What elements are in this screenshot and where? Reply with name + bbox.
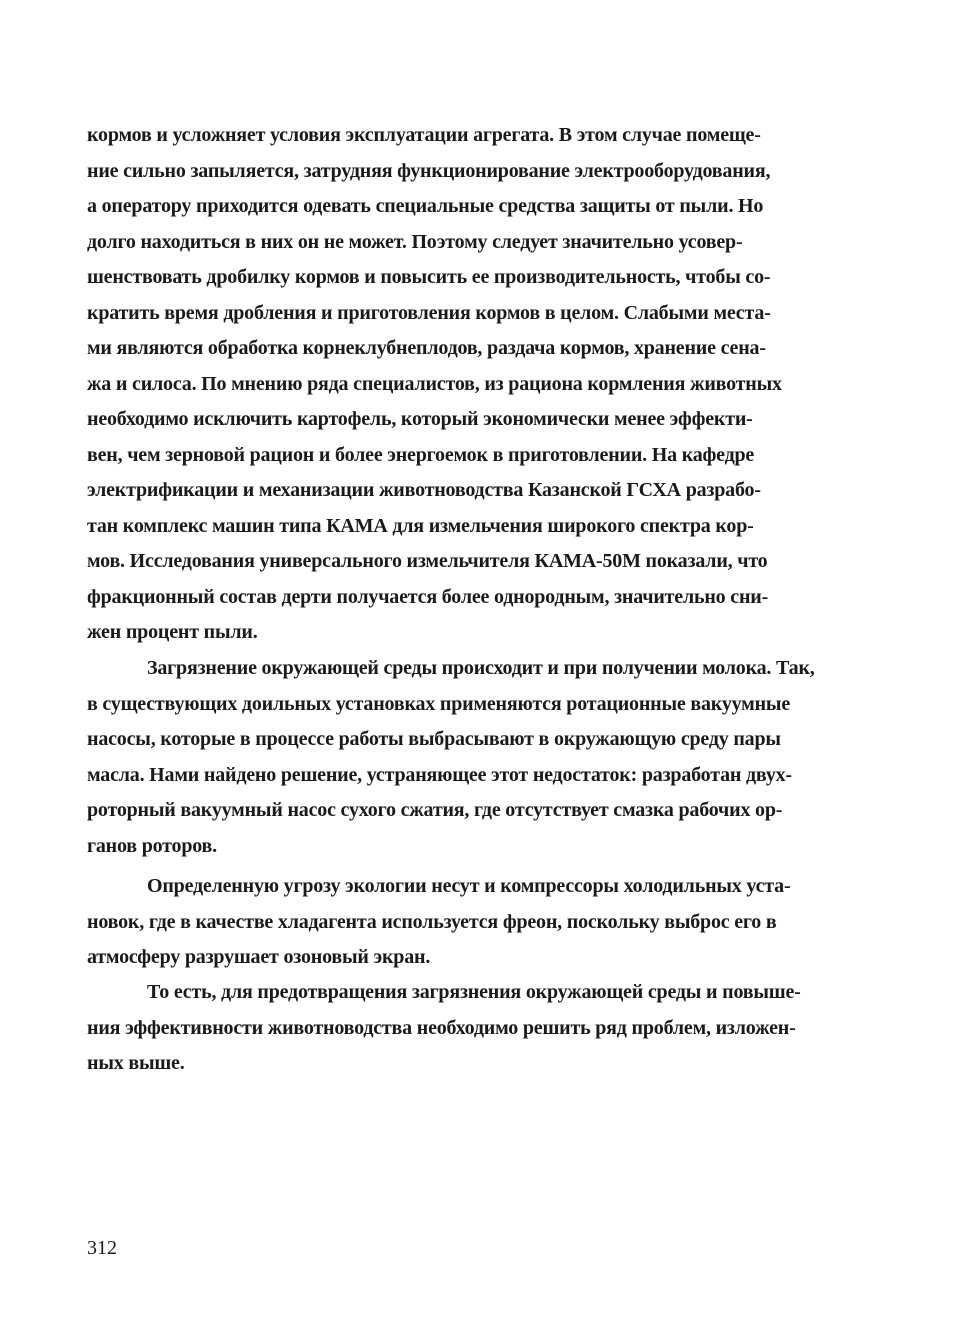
text-line: электрификации и механизации животноводства Казанской ГСХА разрабо- [87,479,761,501]
text-line: новок, где в качестве хладагента используется фреон, поскольку выброс его в [87,910,777,933]
text-line: долго находиться в них он не может. Поэтому следует значительно усовер- [87,230,743,253]
text-line: атмосферу разрушает озоновый экран. [87,946,431,968]
text-line: а оператору приходится одевать специальные средства защиты от пыли. Но [87,195,764,217]
text-line: роторный вакуумный насос сухого сжатия, где отсутствует смазка рабочих ор- [87,799,783,821]
text-line: фракционный состав дерти получается более однородным, значительно сни- [87,585,769,608]
text-line: ние сильно запыляется, затрудняя функционирование электрооборудования, [87,159,771,182]
paragraph-1 [87,118,884,651]
page-number: 312 [87,1237,117,1259]
paragraph-4 [87,975,884,1082]
text-line: шенствовать дробилку кормов и повысить ее производительность, чтобы со- [87,266,771,288]
text-line: вен, чем зерновой рацион и более энергоемок в приготовлении. На кафедре [87,443,755,466]
text-line: Загрязнение окружающей среды происходит и при получении молока. Так, [147,657,815,679]
text-line: кратить время дробления и приготовления кормов в целом. Слабыми места- [87,301,771,324]
paragraph-2 [87,651,884,864]
text-line: ных выше. [87,1052,185,1074]
text-line: жен процент пыли. [87,621,258,643]
text-line: масла. Нами найдено решение, устраняющее этот недостаток: разработан двух- [87,763,792,786]
paragraph-3 [87,869,884,976]
text-line: Определенную угрозу экологии несут и компрессоры холодильных уста- [147,875,791,897]
text-line: мов. Исследования универсального измельчителя КАМА-50М показали, что [87,550,768,572]
text-line: необходимо исключить картофель, который экономически менее эффекти- [87,408,753,430]
text-line: жа и силоса. По мнению ряда специалистов, из рациона кормления животных [87,372,782,395]
text-line: То есть, для предотвращения загрязнения окружающей среды и повыше- [147,981,801,1003]
text-line: тан комплекс машин типа КАМА для измельчения широкого спектра кор- [87,514,754,537]
text-line: насосы, которые в процессе работы выбрасывают в окружающую среду пары [87,728,781,750]
text-line: в существующих доильных установках применяются ротационные вакуумные [87,692,791,715]
text-line: ганов роторов. [87,834,217,857]
text-line: ния эффективности животноводства необходимо решить ряд проблем, изложен- [87,1016,796,1039]
text-line: кормов и усложняет условия эксплуатации агрегата. В этом случае помеще- [87,124,761,146]
text-line: ми являются обработка корнеклубнеплодов, раздача кормов, хранение сена- [87,337,766,359]
